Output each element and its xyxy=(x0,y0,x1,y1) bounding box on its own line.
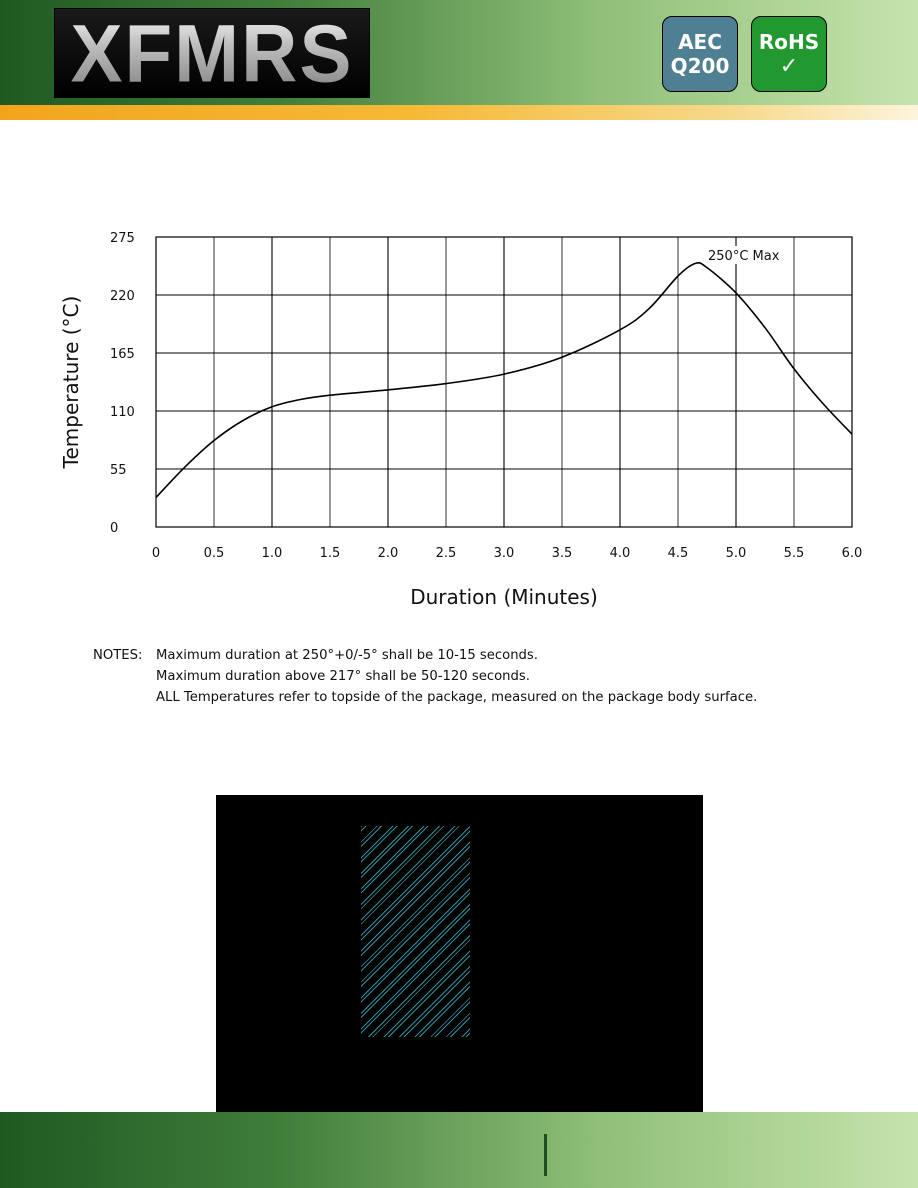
x-tick-label: 6.0 xyxy=(841,546,863,561)
x-tick-label: 3.5 xyxy=(551,546,573,561)
x-tick-label: 2.0 xyxy=(377,546,399,561)
y-tick-label: 165 xyxy=(110,347,135,362)
x-tick-label: 5.5 xyxy=(783,546,805,561)
x-tick-label: 4.0 xyxy=(609,546,631,561)
x-tick-label: 3.0 xyxy=(493,546,515,561)
y-tick-label: 110 xyxy=(110,405,135,420)
check-icon: ✓ xyxy=(779,53,799,79)
notes-line-3: ALL Temperatures refer to topside of the package, measured on the package body surface. xyxy=(156,690,758,705)
notes-line-1: Maximum duration at 250°+0/-5° shall be 10-15 seconds. xyxy=(156,648,538,663)
x-axis-title: Duration (Minutes) xyxy=(410,585,598,609)
hatched-pad xyxy=(361,826,470,1037)
y-tick-label: 0 xyxy=(110,521,119,536)
footer-divider xyxy=(544,1134,547,1176)
y-tick-label: 220 xyxy=(110,289,135,304)
peak-annotation: 250°C Max xyxy=(708,249,780,264)
x-tick-label: 5.0 xyxy=(725,546,747,561)
aec-badge-line1: AEC xyxy=(678,30,722,54)
x-tick-label: 0.5 xyxy=(203,546,225,561)
x-tick-label: 1.0 xyxy=(261,546,283,561)
y-tick-label: 275 xyxy=(110,231,135,246)
notes-line-2: Maximum duration above 217° shall be 50-120 seconds. xyxy=(156,669,530,684)
x-tick-label: 0 xyxy=(151,546,161,561)
footer-banner xyxy=(0,1112,918,1188)
x-tick-label: 2.5 xyxy=(435,546,457,561)
notes-label: NOTES: xyxy=(93,648,143,663)
y-tick-label: 55 xyxy=(110,463,127,478)
x-tick-label: 1.5 xyxy=(319,546,341,561)
x-tick-label: 4.5 xyxy=(667,546,689,561)
y-axis-title: Temperature (°C) xyxy=(59,295,83,469)
aec-badge-line2: Q200 xyxy=(670,54,730,78)
logo-text: XFMRS xyxy=(71,5,354,101)
rohs-badge-label: RoHS xyxy=(758,29,820,54)
pad-layout-image xyxy=(216,795,703,1134)
